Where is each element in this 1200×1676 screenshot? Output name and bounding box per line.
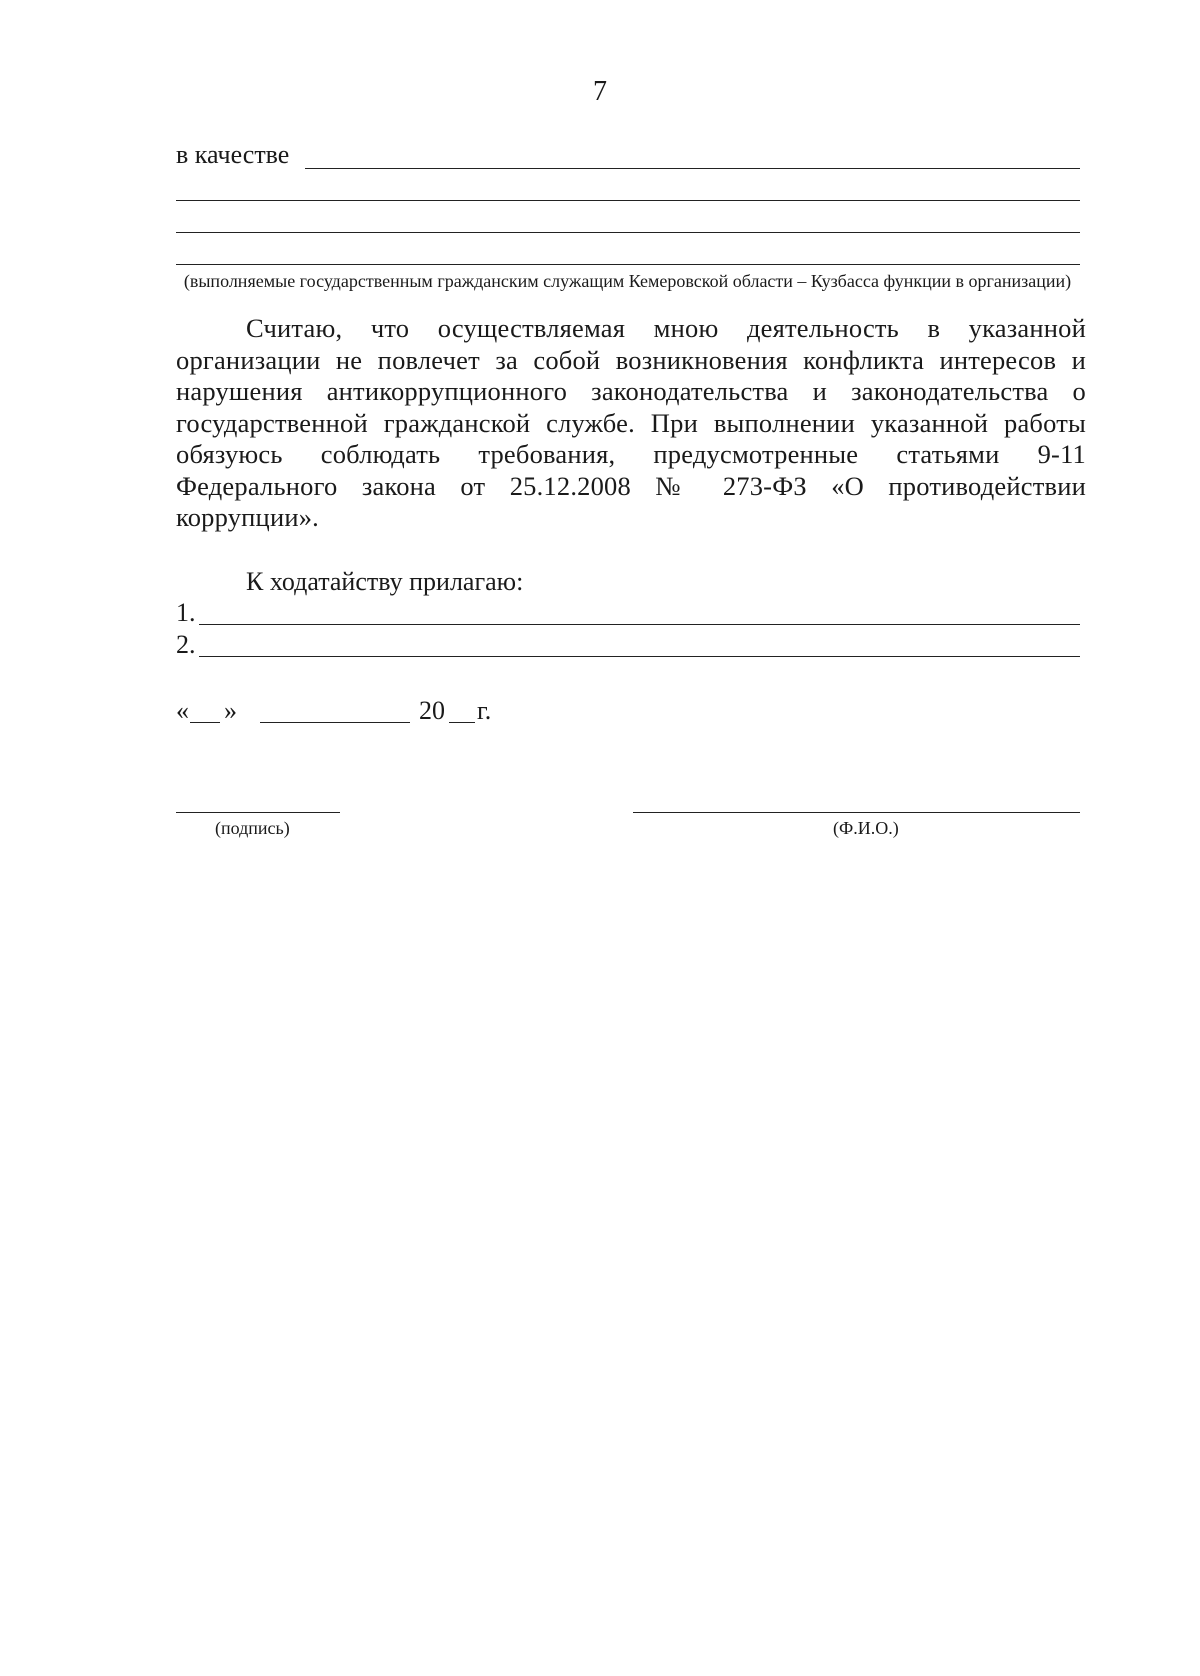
date-year-prefix: 20 [419,696,445,725]
date-day-field[interactable] [190,722,220,723]
date-open-quote: « [176,696,189,725]
capacity-field-line-2[interactable] [176,200,1080,201]
date-year-suffix: г. [477,696,492,725]
page-number: 7 [593,76,607,107]
attachments-heading: К ходатайству прилагаю: [246,567,524,596]
signature-field[interactable] [176,812,340,813]
date-close-quote: » [224,696,237,725]
capacity-field-line-4[interactable] [176,264,1080,265]
full-name-field[interactable] [633,812,1080,813]
date-year-field[interactable] [449,722,475,723]
full-name-caption: (Ф.И.О.) [833,818,899,838]
attachment-number-2: 2. [176,630,196,659]
attachment-field-2[interactable] [199,656,1080,657]
capacity-label: в качестве [176,140,290,169]
capacity-caption: (выполняемые государственным гражданским служащим Кемеровской области – Кузбасса функции в организации) [183,271,1072,291]
attachment-number-1: 1. [176,598,196,627]
capacity-field-line-3[interactable] [176,232,1080,233]
signature-caption: (подпись) [215,818,290,838]
date-month-field[interactable] [260,722,410,723]
statement-paragraph: Считаю, что осуществляемая мною деятельность в указанной организации не повлечет за собой возникновения конфликта интересов и нарушения антикоррупционного законодательства и законодательства о государственной гражданской службе. При выполнении указанной работы обязуюсь соблюдать требования, предусмотренные статьями 9-11 Федерального закона от 25.12.2008 № 273-ФЗ «О противодействии коррупции». [176,313,1086,532]
capacity-field-line-1[interactable] [305,168,1080,169]
attachment-field-1[interactable] [199,624,1080,625]
